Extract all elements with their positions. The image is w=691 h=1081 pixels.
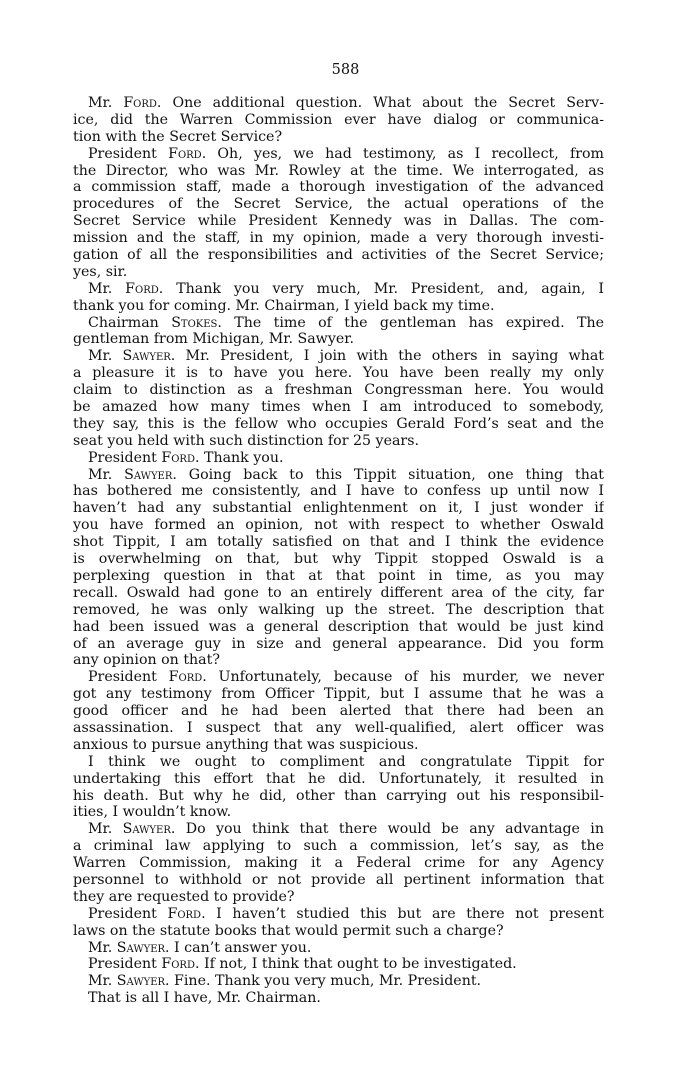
line-text: personnel to withhold or not provide all pertinent information that: [73, 871, 604, 888]
line-text: haven’t had any substantial enlightenment on it, I just wonder if: [73, 500, 604, 517]
text-line: [73, 331, 604, 348]
line-text: Mr.: [88, 939, 117, 956]
speaker-name: Ford: [167, 905, 202, 922]
line-text: Mr.: [88, 280, 126, 297]
line-text: anxious to pursue anything that was suspicious.: [73, 736, 419, 753]
text-line: [73, 788, 604, 805]
line-text: you have formed an opinion, not with respect to whether Oswald: [73, 517, 604, 534]
text-line: [73, 534, 604, 551]
line-text: the Director, who was Mr. Rowley at the time. We interrogated, as: [73, 162, 604, 179]
text-line: [73, 737, 604, 754]
text-line: [73, 298, 604, 315]
speaker-name: Ford: [161, 449, 195, 466]
text-line: [73, 399, 604, 416]
transcript-body: [73, 95, 604, 1007]
text-line: [73, 146, 604, 163]
text-line: [73, 433, 604, 450]
line-text: . Fine. Thank you very much, Mr. President.: [165, 973, 482, 990]
text-line: [73, 517, 604, 534]
text-line: [73, 771, 604, 788]
line-text: President: [88, 449, 162, 466]
line-text: procedures of the Secret Service, the actual operations of the: [73, 196, 604, 213]
text-line: [73, 636, 604, 653]
text-line: [73, 686, 604, 703]
line-text: a commission staff, made a thorough investigation of the advanced: [73, 179, 604, 196]
text-line: [73, 602, 604, 619]
line-text: ities, I wouldn’t know.: [73, 804, 232, 821]
line-text: . Do you think that there would be any advantage in: [170, 821, 604, 838]
text-line: [73, 247, 604, 264]
speaker-name: Sawyer: [124, 466, 173, 483]
line-text: Secret Service while President Kennedy was in Dallas. The com-: [73, 213, 604, 230]
text-line: [73, 754, 604, 771]
text-line: [73, 906, 604, 923]
line-text: . Going back to this Tippit situation, one thing that: [172, 466, 604, 483]
line-text: . Oh, yes, we had testimony, as I recollect, from: [201, 145, 604, 162]
text-line: [73, 855, 604, 872]
speaker-name: Ford: [168, 669, 203, 686]
text-line: [73, 669, 604, 686]
line-text: Chairman: [88, 314, 172, 331]
line-text: That is all I have, Mr. Chairman.: [88, 990, 321, 1007]
line-text: of an average guy in size and general appearance. Did you form: [73, 635, 604, 652]
line-text: his death. But why he did, other than carrying out his responsibil-: [73, 787, 604, 804]
line-text: Mr.: [88, 348, 123, 365]
line-text: Mr.: [88, 466, 125, 483]
line-text: yes, sir.: [73, 263, 128, 280]
line-text: shot Tippit, I am totally satisfied on that and I think the evidence: [73, 534, 604, 551]
line-text: . Unfortunately, because of his murder, we never: [202, 669, 604, 686]
line-text: . I can’t answer you.: [165, 939, 312, 956]
text-line: [73, 129, 604, 146]
text-line: [73, 720, 604, 737]
line-text: they say, this is the fellow who occupies Gerald Ford’s seat and the: [73, 415, 604, 432]
line-text: be amazed how many times when I am introduced to somebody,: [73, 399, 604, 416]
text-line: [73, 821, 604, 838]
text-line: [73, 196, 604, 213]
text-line: [73, 703, 604, 720]
text-line: [73, 467, 604, 484]
text-line: [73, 652, 604, 669]
speaker-name: Sawyer: [122, 348, 171, 365]
text-line: [73, 95, 604, 112]
line-text: has bothered me consistently, and I have to confess up until now I: [73, 483, 604, 500]
line-text: . I haven’t studied this but are there not present: [201, 905, 604, 922]
line-text: President: [88, 145, 169, 162]
line-text: . Thank you.: [194, 449, 284, 466]
text-line: [73, 973, 604, 990]
line-text: I think we ought to compliment and congratulate Tippit for: [88, 753, 604, 770]
text-line: [73, 281, 604, 298]
line-text: had been issued was a general description that would be just kind: [73, 618, 604, 635]
line-text: Mr.: [88, 973, 117, 990]
text-line: [73, 619, 604, 636]
line-text: President: [88, 669, 169, 686]
text-line: [73, 990, 604, 1007]
line-text: a pleasure it is to have you here. You have been really my only: [73, 365, 604, 382]
line-text: tion with the Secret Service?: [73, 128, 283, 145]
line-text: a criminal law applying to such a commission, let’s say, as the: [73, 838, 604, 855]
text-line: [73, 416, 604, 433]
text-line: [73, 585, 604, 602]
text-line: [73, 483, 604, 500]
line-text: gation of all the responsibilities and activities of the Secret Service;: [73, 247, 604, 264]
text-line: [73, 230, 604, 247]
line-text: President: [88, 905, 168, 922]
line-text: is overwhelming on that, but why Tippit stopped Oswald is a: [73, 551, 604, 568]
text-line: [73, 382, 604, 399]
text-line: [73, 450, 604, 467]
line-text: they are requested to provide?: [73, 888, 295, 905]
speaker-name: Sawyer: [116, 939, 166, 956]
text-line: [73, 551, 604, 568]
speaker-name: Sawyer: [116, 973, 166, 990]
line-text: any opinion on that?: [73, 652, 220, 669]
line-text: good officer and he had been alerted that there had been an: [73, 703, 604, 720]
line-text: ice, did the Warren Commission ever have dialog or communica-: [73, 111, 604, 128]
line-text: got any testimony from Officer Tippit, but I assume that he was a: [73, 686, 604, 703]
line-text: . If not, I think that ought to be investigated.: [194, 956, 517, 973]
text-line: [73, 365, 604, 382]
line-text: removed, he was only walking up the street. The description that: [73, 601, 604, 618]
line-text: assassination. I suspect that any well-qualified, alert officer was: [73, 719, 604, 736]
line-text: . Mr. President, I join with the others in saying what: [170, 348, 604, 365]
text-line: [73, 264, 604, 281]
line-text: Mr.: [88, 95, 124, 111]
line-text: laws on the statute books that would permit such a charge?: [73, 922, 504, 939]
speaker-name: Ford: [168, 145, 202, 162]
speaker-name: Ford: [125, 280, 159, 297]
text-line: [73, 213, 604, 230]
speaker-name: Sawyer: [122, 821, 171, 838]
line-text: undertaking this effort that he did. Unfortunately, it resulted in: [73, 770, 604, 787]
speaker-name: Ford: [123, 95, 157, 111]
text-line: [73, 315, 604, 332]
line-text: Warren Commission, making it a Federal crime for any Agency: [73, 855, 604, 872]
line-text: Mr.: [88, 821, 123, 838]
text-line: [73, 163, 604, 180]
line-text: . One additional question. What about the Secret Serv-: [156, 95, 604, 111]
text-line: [73, 889, 604, 906]
page-number: 588: [331, 62, 360, 78]
line-text: thank you for coming. Mr. Chairman, I yield back my time.: [73, 297, 495, 314]
text-line: [73, 838, 604, 855]
line-text: perplexing question in that at that point in time, as you may: [73, 567, 604, 584]
text-line: [73, 956, 604, 973]
line-text: President: [88, 956, 162, 973]
speaker-name: Stokes: [171, 314, 218, 331]
text-line: [73, 872, 604, 889]
text-line: [73, 179, 604, 196]
line-text: gentleman from Michigan, Mr. Sawyer.: [73, 331, 354, 348]
line-text: . The time of the gentleman has expired. The: [217, 314, 604, 331]
line-text: mission and the staff, in my opinion, made a very thorough investi-: [73, 230, 604, 247]
speaker-name: Ford: [161, 956, 195, 973]
text-line: [73, 500, 604, 517]
line-text: . Thank you very much, Mr. President, and, again, I: [158, 280, 604, 297]
text-line: [73, 112, 604, 129]
line-text: seat you held with such distinction for 25 years.: [73, 432, 419, 449]
line-text: recall. Oswald had gone to an entirely different area of the city, far: [73, 584, 604, 601]
text-line: [73, 923, 604, 940]
line-text: claim to distinction as a freshman Congressman here. You would: [73, 382, 604, 399]
text-line: [73, 804, 604, 821]
text-line: [73, 568, 604, 585]
text-line: [73, 348, 604, 365]
text-line: [73, 940, 604, 957]
